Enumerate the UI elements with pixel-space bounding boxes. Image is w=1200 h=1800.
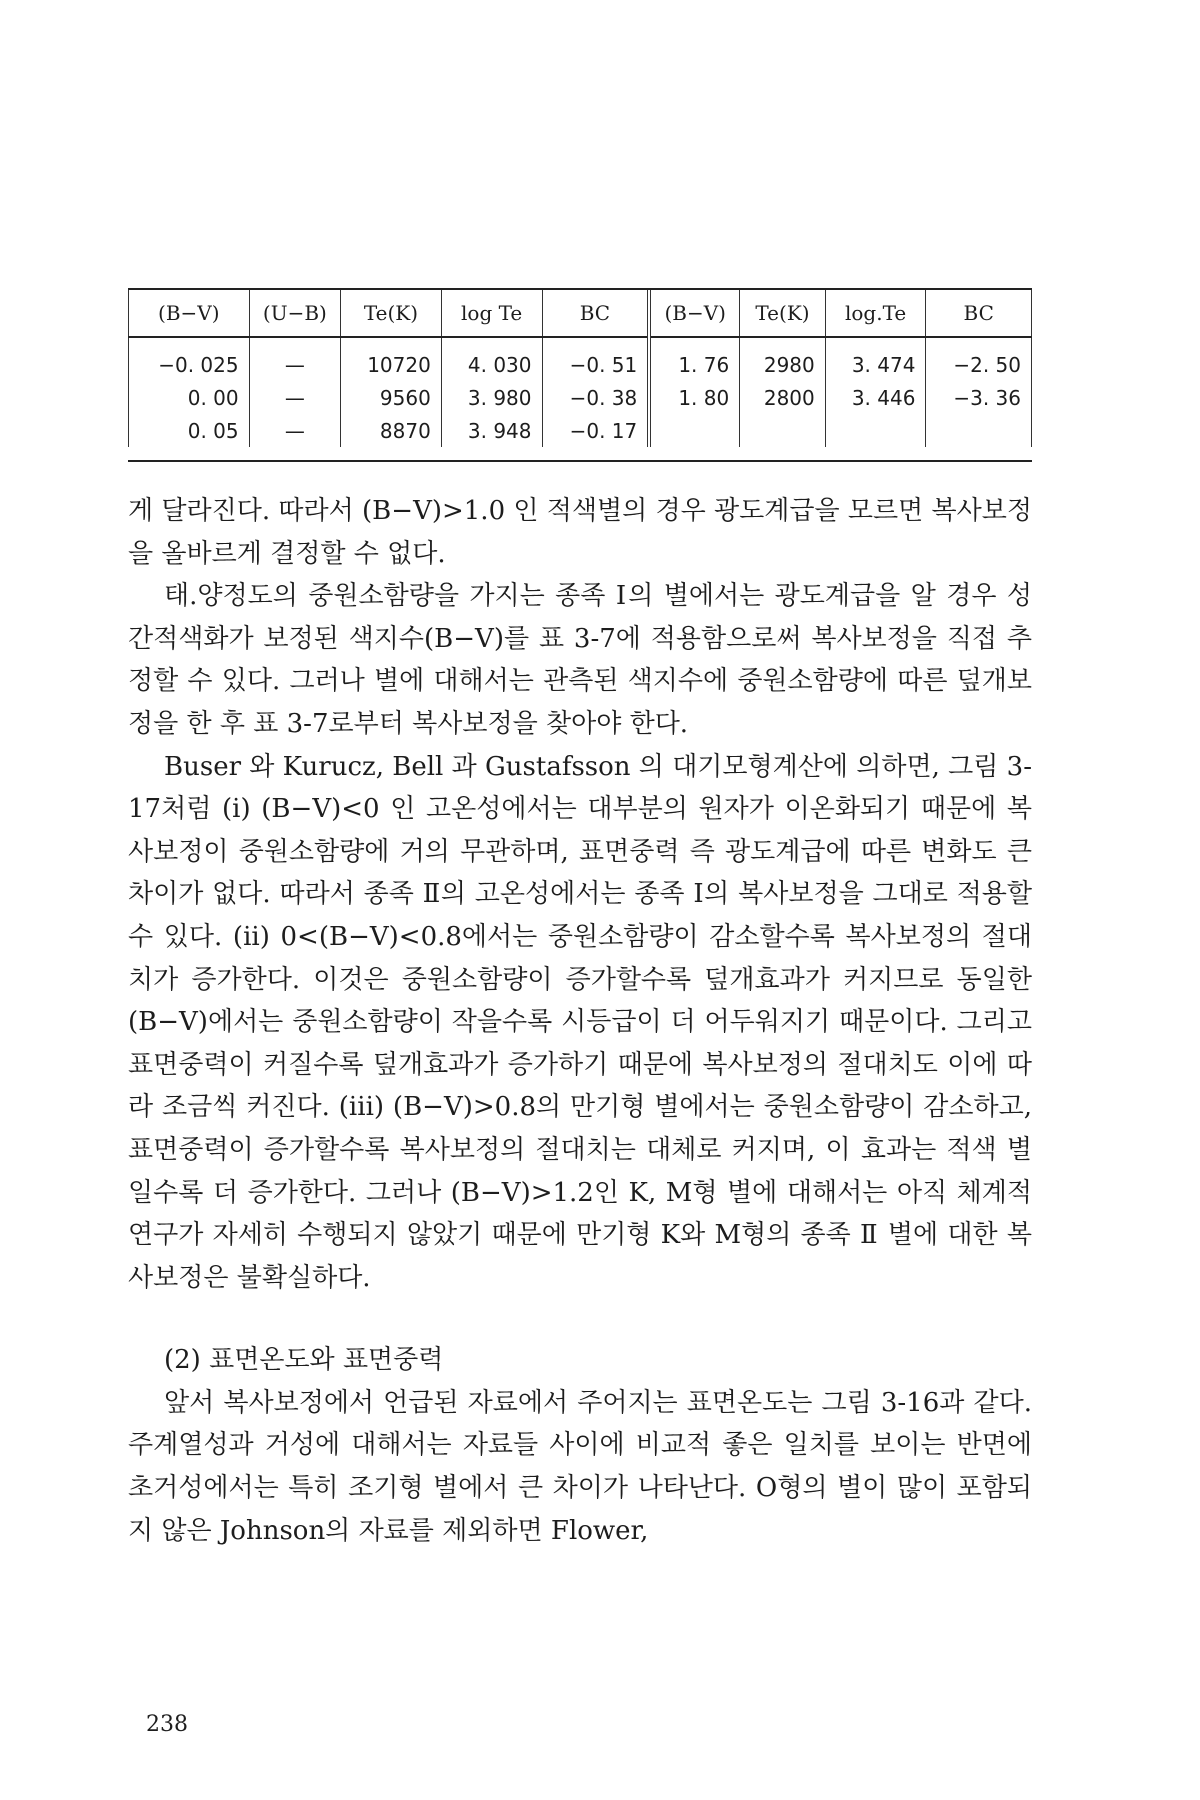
body-text: [128, 490, 1032, 1552]
table-cell: 3. 980: [441, 381, 542, 414]
table-cell: —: [249, 414, 341, 447]
table-cell: −0. 51: [542, 337, 649, 381]
table-cell: 1. 76: [649, 337, 739, 381]
paragraph: 앞서 복사보정에서 언급된 자료에서 주어지는 표면온도는 그림 3-16과 같다. 주계열성과 거성에 대해서는 자료들 사이에 비교적 좋은 일치를 보이는 반면에 초거성에서는 특히 조기형 별에서 큰 차이가 나타난다. O형의 별이 많이 포함되지 않은 Johnson의 자료를 제외하면 Flower,: [128, 1387, 1032, 1546]
col-header: (B−V): [129, 290, 250, 337]
col-header: log Te: [441, 290, 542, 337]
col-header: Te(K): [740, 290, 826, 337]
table-row: [129, 381, 1032, 414]
bc-table: [128, 290, 1032, 447]
paragraph: Buser 와 Kurucz, Bell 과 Gustafsson 의 대기모형계산에 의하면, 그림 3-17처럼 (i) (B−V)<0 인 고온성에서는 대부분의 원자가 이온화되기 때문에 복사보정이 중원소함량에 거의 무관하며, 표면중력 즉 광도계급에 따른 변화도 큰 차이가 없다. 따라서 종족 Ⅱ의 고온성에서는 종족 Ⅰ의 복사보정을 그대로 적용할 수 있다. (ii) 0<(B−V)<0.8에서는 중원소함량이 감소할수록 복사보정의 절대치가 증가한다. 이것은 중원소함량이 증가할수록 덮개효과가 커지므로 동일한 (B−V)에서는 중원소함량이 작을수록 시등급이 더 어두워지기 때문이다. 그리고 표면중력이 커질수록 덮개효과가 증가하기 때문에 복사보정의 절대치도 이에 따라 조금씩 커진다. (iii) (B−V)>0.8의 만기형 별에서는 중원소함량이 감소하고, 표면중력이 증가할수록 복사보정의 절대치는 대체로 커지며, 이 효과는 적색 별일수록 더 증가한다. 그러나 (B−V)>1.2인 K, M형 별에 대해서는 아직 체계적 연구가 자세히 수행되지 않았기 때문에 만기형 K와 M형의 종족 Ⅱ 별에 대한 복사보정은 불확실하다.: [128, 751, 1033, 1293]
section-heading: (2) 표면온도와 표면중력: [164, 1345, 444, 1376]
table-header-row: [129, 290, 1032, 337]
table-cell: [740, 414, 826, 447]
table-cell: [825, 414, 926, 447]
table-cell: 2980: [740, 337, 826, 381]
paragraph: 게 달라진다. 따라서 (B−V)>1.0 인 적색별의 경우 광도계급을 모르면 복사보정을 올바르게 결정할 수 없다.: [128, 496, 1032, 569]
table-cell: −0. 025: [129, 337, 250, 381]
col-header: BC: [926, 290, 1032, 337]
table-cell: 3. 948: [441, 414, 542, 447]
table-cell: —: [249, 381, 341, 414]
table-cell: 3. 474: [825, 337, 926, 381]
table-cell: 0. 00: [129, 381, 250, 414]
table-cell: [926, 414, 1032, 447]
table-row: [129, 414, 1032, 447]
table-cell: [649, 414, 739, 447]
table-cell: 3. 446: [825, 381, 926, 414]
table-cell: −3. 36: [926, 381, 1032, 414]
table-cell: 1. 80: [649, 381, 739, 414]
table-cell: 4. 030: [441, 337, 542, 381]
page-number: 238: [146, 1712, 188, 1737]
col-header: Te(K): [341, 290, 442, 337]
table-cell: —: [249, 337, 341, 381]
table-cell: −0. 17: [542, 414, 649, 447]
table-cell: 0. 05: [129, 414, 250, 447]
table-cell: 2800: [740, 381, 826, 414]
col-header: (U−B): [249, 290, 341, 337]
table-cell: −2. 50: [926, 337, 1032, 381]
table-cell: 8870: [341, 414, 442, 447]
table-cell: −0. 38: [542, 381, 649, 414]
table-row: [129, 337, 1032, 381]
col-header: log.Te: [825, 290, 926, 337]
table-cell: 10720: [341, 337, 442, 381]
table-bottom-rule: [128, 460, 1032, 462]
paragraph: 태.양정도의 중원소함량을 가지는 종족 Ⅰ의 별에서는 광도계급을 알 경우 성간적색화가 보정된 색지수(B−V)를 표 3-7에 적용함으로써 복사보정을 직접 추정할 수 있다. 그러나 별에 대해서는 관측된 색지수에 중원소함량에 따른 덮개보정을 한 후 표 3-7로부터 복사보정을 찾아야 한다.: [128, 581, 1032, 739]
col-header: BC: [542, 290, 649, 337]
table-cell: 9560: [341, 381, 442, 414]
col-header: (B−V): [649, 290, 739, 337]
